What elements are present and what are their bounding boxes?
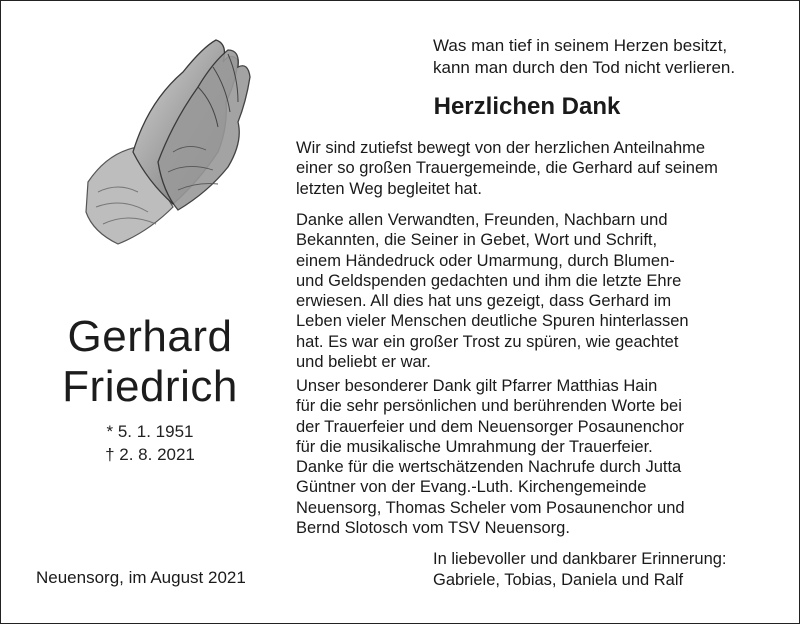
paragraph-1 bbox=[296, 138, 776, 199]
text-line: einem Händedruck oder Umarmung, durch Blumen- bbox=[296, 251, 675, 270]
thanks-heading: Herzlichen Dank bbox=[433, 93, 621, 120]
quote-line: kann man durch den Tod nicht verlieren. bbox=[433, 58, 736, 77]
text-line: für die musikalische Umrahmung der Trauerfeier. bbox=[296, 437, 653, 456]
text-line: Unser besonderer Dank gilt Pfarrer Matthias Hain bbox=[296, 377, 658, 395]
text-line: Bekannten, die Seiner in Gebet, Wort und Schrift, bbox=[296, 231, 658, 250]
text-line: und Geldspenden gedachten und ihm die letzte Ehre bbox=[296, 271, 682, 290]
text-line: und beliebt er war. bbox=[296, 353, 431, 372]
text-line: einer so großen Trauergemeinde, die Gerhard auf seinem bbox=[296, 159, 718, 178]
text-line: erwiesen. All dies hat uns gezeigt, dass Gerhard im bbox=[296, 292, 672, 311]
text-line: für die sehr persönlichen und berührenden Worte bei bbox=[296, 397, 682, 416]
praying-hands-icon bbox=[78, 32, 278, 247]
deceased-first-name: Gerhard bbox=[67, 312, 233, 361]
signature-names: Gabriele, Tobias, Daniela und Ralf bbox=[433, 571, 684, 589]
text-line: Güntner von der Evang.-Luth. Kirchengemeinde bbox=[296, 478, 647, 497]
text-line: Leben vieler Menschen deutliche Spuren hinterlassen bbox=[296, 312, 689, 331]
memorial-quote bbox=[433, 35, 735, 79]
paragraph-2 bbox=[296, 210, 776, 372]
text-line: Wir sind zutiefst bewegt von der herzlichen Anteilnahme bbox=[296, 139, 706, 157]
deceased-last-name: Friedrich bbox=[62, 362, 238, 411]
place-date: Neuensorg, im August 2021 bbox=[36, 568, 246, 587]
birth-date: * 5. 1. 1951 bbox=[106, 422, 194, 441]
signature-block bbox=[433, 549, 727, 591]
text-line: letzten Weg begleitet hat. bbox=[296, 179, 482, 198]
text-line: hat. Es war ein großer Trost zu spüren, wie geachtet bbox=[296, 332, 679, 351]
signature-line: In liebevoller und dankbarer Erinnerung: bbox=[433, 550, 727, 568]
paragraph-3 bbox=[296, 376, 776, 538]
text-line: der Trauerfeier und dem Neuensorger Posaunenchor bbox=[296, 417, 684, 436]
text-line: Neuensorg, Thomas Scheler vom Posaunenchor und bbox=[296, 498, 685, 517]
death-date: † 2. 8. 2021 bbox=[105, 445, 195, 464]
text-line: Bernd Slotosch vom TSV Neuensorg. bbox=[296, 519, 570, 538]
quote-line: Was man tief in seinem Herzen besitzt, bbox=[433, 36, 728, 55]
text-line: Danke für die wertschätzenden Nachrufe durch Jutta bbox=[296, 458, 682, 477]
text-line: Danke allen Verwandten, Freunden, Nachbarn und bbox=[296, 211, 668, 229]
